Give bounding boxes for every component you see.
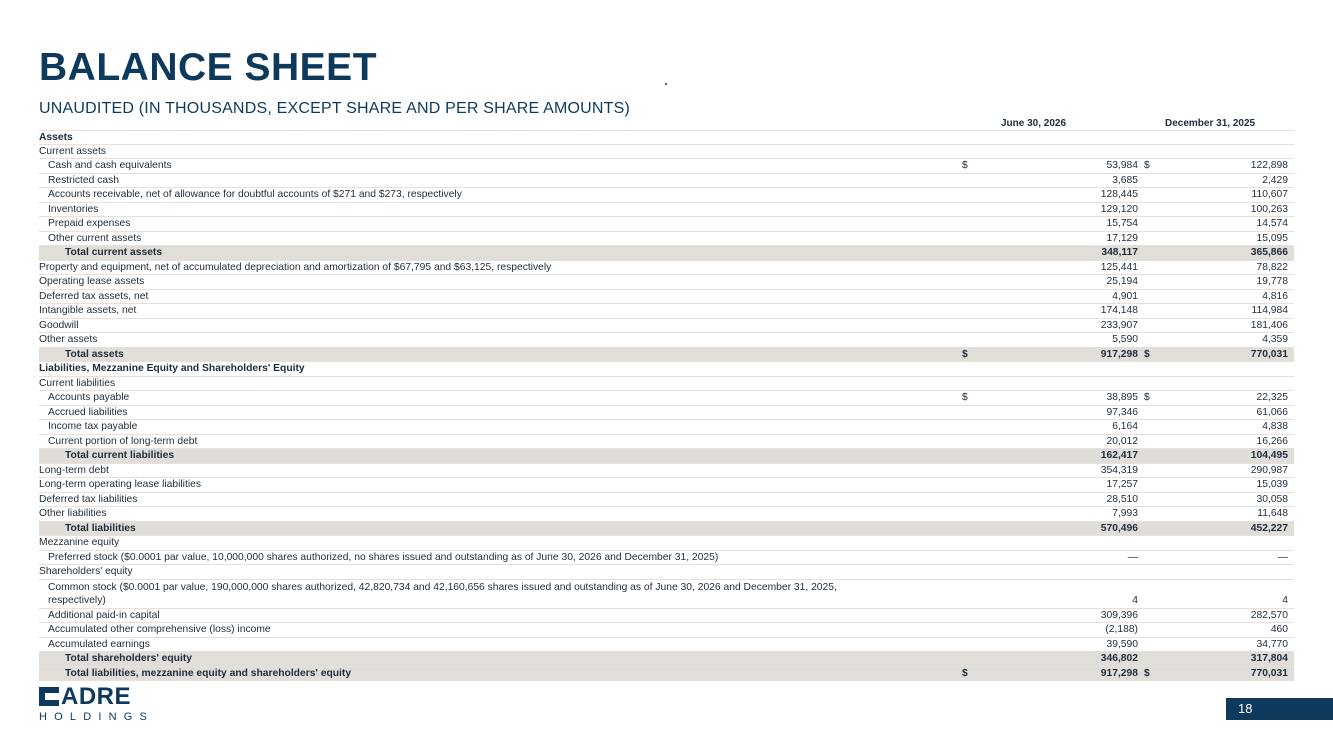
table-row [39, 188, 1294, 203]
table-row [39, 536, 1294, 551]
value-december-2025: — [1277, 551, 1288, 563]
value-june-2026: 38,895 [1106, 392, 1138, 403]
value-june-2026: 128,445 [1100, 189, 1138, 200]
value-june-2026: 309,396 [1100, 609, 1138, 621]
value-december-2025: 15,095 [1256, 232, 1288, 244]
value-june-2026: 15,754 [1106, 218, 1138, 229]
table-row [39, 232, 1294, 247]
value-december-2025: 460 [1270, 624, 1288, 635]
row-label: Deferred tax liabilities [39, 493, 138, 505]
value-june-2026: 125,441 [1100, 261, 1138, 273]
page-title: BALANCE SHEET [39, 46, 378, 89]
value-june-2026: 346,802 [1100, 653, 1138, 664]
value-december-2025: 181,406 [1250, 319, 1288, 331]
row-label: Total shareholders' equity [65, 653, 192, 664]
value-december-2025: 15,039 [1256, 479, 1288, 490]
dollar-sign-december: $ [1144, 667, 1150, 679]
table-row [39, 333, 1294, 348]
value-december-2025: 34,770 [1256, 638, 1288, 650]
value-december-2025: 104,495 [1250, 450, 1288, 461]
value-june-2026: (2,188) [1105, 624, 1138, 635]
value-june-2026: 4,901 [1112, 290, 1138, 302]
table-row [39, 580, 1294, 609]
row-label: Additional paid-in capital [48, 609, 160, 621]
value-june-2026: 53,984 [1106, 160, 1138, 171]
total-row [39, 348, 1294, 363]
row-label: Cash and cash equivalents [48, 160, 172, 171]
logo-wordmark: ADRE [61, 683, 132, 710]
value-june-2026: 570,496 [1100, 522, 1138, 534]
row-label: Current assets [39, 145, 106, 157]
value-december-2025: 290,987 [1250, 464, 1288, 476]
value-june-2026: 3,685 [1112, 174, 1138, 186]
row-label: Current liabilities [39, 377, 116, 389]
logo-subtitle: HOLDINGS [39, 711, 155, 723]
table-row [39, 261, 1294, 276]
dollar-sign-june: $ [962, 667, 968, 679]
value-december-2025: 114,984 [1251, 305, 1288, 316]
dollar-sign-december: $ [1144, 348, 1150, 360]
row-label: Assets [39, 132, 73, 143]
row-label: Accumulated other comprehensive (loss) income [48, 624, 271, 635]
value-june-2026: — [1127, 551, 1138, 563]
row-label: Long-term operating lease liabilities [39, 479, 201, 490]
value-june-2026: 129,120 [1100, 203, 1138, 215]
table-row [39, 377, 1294, 392]
value-june-2026: 6,164 [1112, 421, 1138, 432]
row-label: Prepaid expenses [48, 218, 131, 229]
row-label: Preferred stock ($0.0001 par value, 10,000,000 shares authorized, no shares issued and outstanding as of June 30, 2026 and December 31, 2025) [48, 551, 719, 563]
value-june-2026: 28,510 [1106, 493, 1138, 505]
row-label: Total current assets [65, 247, 163, 258]
value-june-2026: 39,590 [1106, 638, 1138, 650]
row-label: Goodwill [39, 319, 79, 331]
table-row [39, 638, 1294, 653]
table-row [39, 478, 1294, 493]
total-row [39, 246, 1294, 261]
table-row [39, 565, 1294, 580]
table-row [39, 609, 1294, 624]
row-label: Intangible assets, net [39, 305, 137, 316]
value-december-2025: 4,838 [1262, 421, 1288, 432]
value-june-2026: 20,012 [1106, 435, 1138, 447]
row-label: Total liabilities [65, 522, 136, 534]
balance-sheet-table [39, 130, 1294, 681]
table-row [39, 290, 1294, 305]
value-june-2026: 917,298 [1100, 667, 1138, 679]
page-subtitle: UNAUDITED (IN THOUSANDS, EXCEPT SHARE AND PER SHARE AMOUNTS) [39, 100, 631, 117]
row-label: Other assets [39, 334, 98, 345]
value-december-2025: 14,574 [1256, 218, 1288, 229]
value-june-2026: 17,129 [1106, 232, 1138, 244]
row-label: Property and equipment, net of accumulated depreciation and amortization of $67,795 and $63,125, respectively [39, 261, 552, 273]
value-december-2025: 4,359 [1262, 334, 1288, 345]
table-row [39, 464, 1294, 479]
row-label: Income tax payable [48, 421, 138, 432]
value-december-2025: 282,570 [1250, 609, 1288, 621]
value-june-2026: 25,194 [1106, 276, 1138, 287]
total-row [39, 652, 1294, 667]
column-header-december-2025: December 31, 2025 [1165, 118, 1256, 129]
table-row [39, 217, 1294, 232]
table-row [39, 435, 1294, 450]
row-label: Shareholders' equity [39, 566, 133, 577]
table-row [39, 362, 1294, 377]
value-june-2026: 174,148 [1100, 305, 1138, 316]
value-june-2026: 7,993 [1112, 508, 1138, 519]
table-row [39, 319, 1294, 334]
value-december-2025: 2,429 [1262, 174, 1288, 186]
table-row [39, 130, 1294, 145]
row-label: Total current liabilities [65, 450, 175, 461]
value-december-2025: 110,607 [1251, 189, 1288, 200]
row-label: Restricted cash [48, 174, 119, 186]
table-row [39, 304, 1294, 319]
total-row [39, 667, 1294, 682]
table-row [39, 507, 1294, 522]
row-label: Long-term debt [39, 464, 109, 476]
value-december-2025: 770,031 [1250, 667, 1288, 679]
value-december-2025: 22,325 [1256, 392, 1288, 403]
dollar-sign-december: $ [1144, 160, 1150, 171]
value-june-2026: 348,117 [1101, 247, 1138, 258]
dollar-sign-june: $ [962, 392, 968, 403]
table-row [39, 391, 1294, 406]
logo-c-mark-icon [39, 687, 59, 706]
value-december-2025: 61,066 [1256, 406, 1288, 418]
value-june-2026: 97,346 [1106, 406, 1138, 418]
row-label: Accrued liabilities [48, 406, 128, 418]
row-label: Operating lease assets [39, 276, 145, 287]
row-label: Inventories [48, 203, 99, 215]
total-row [39, 522, 1294, 537]
row-label: Common stock ($0.0001 par value, 190,000,000 shares authorized, 42,820,734 and 42,160,656 shares issued and outstanding as of June 30, 2026 and December 31, 2025, respectively) [48, 581, 837, 606]
value-december-2025: 770,031 [1250, 348, 1288, 360]
row-label: Liabilities, Mezzanine Equity and Shareholders' Equity [39, 363, 305, 374]
table-row [39, 145, 1294, 160]
row-label: Current portion of long-term debt [48, 435, 198, 447]
value-december-2025: 78,822 [1256, 261, 1288, 273]
value-december-2025: 4 [1282, 594, 1288, 606]
table-row [39, 493, 1294, 508]
page-number-bar [1226, 698, 1333, 720]
row-label: Other current assets [48, 232, 142, 244]
page-number: 18 [1238, 701, 1253, 716]
row-label: Mezzanine equity [39, 537, 120, 548]
row-label: Accounts receivable, net of allowance for doubtful accounts of $271 and $273, respectively [48, 189, 462, 200]
row-label: Accumulated earnings [48, 638, 150, 650]
value-june-2026: 5,590 [1112, 334, 1138, 345]
value-december-2025: 452,227 [1250, 522, 1288, 534]
table-row [39, 275, 1294, 290]
value-june-2026: 354,319 [1100, 464, 1138, 476]
value-december-2025: 317,804 [1250, 653, 1288, 664]
value-december-2025: 16,266 [1256, 435, 1288, 447]
column-header-june-2026: June 30, 2026 [1001, 118, 1067, 129]
dollar-sign-june: $ [962, 160, 968, 171]
value-december-2025: 100,263 [1250, 203, 1288, 215]
value-june-2026: 917,298 [1100, 348, 1138, 360]
table-row [39, 159, 1294, 174]
value-june-2026: 4 [1132, 594, 1138, 606]
value-june-2026: 233,907 [1100, 319, 1138, 331]
table-row [39, 420, 1294, 435]
value-december-2025: 19,778 [1256, 276, 1288, 287]
row-label: Deferred tax assets, net [39, 290, 149, 302]
table-row [39, 551, 1294, 566]
dollar-sign-june: $ [962, 348, 968, 360]
row-label: Total assets [65, 348, 124, 360]
decorative-dot [665, 83, 667, 85]
value-december-2025: 122,898 [1250, 160, 1288, 171]
dollar-sign-december: $ [1144, 392, 1150, 403]
value-december-2025: 4,816 [1262, 290, 1288, 302]
table-row [39, 406, 1294, 421]
value-december-2025: 365,866 [1250, 247, 1288, 258]
row-label: Total liabilities, mezzanine equity and shareholders' equity [65, 667, 352, 679]
table-row [39, 203, 1294, 218]
value-june-2026: 162,417 [1100, 450, 1138, 461]
total-row [39, 449, 1294, 464]
value-december-2025: 30,058 [1256, 493, 1288, 505]
table-row [39, 623, 1294, 638]
row-label: Other liabilities [39, 508, 107, 519]
value-december-2025: 11,648 [1257, 508, 1288, 519]
table-row [39, 174, 1294, 189]
row-label: Accounts payable [48, 392, 130, 403]
value-june-2026: 17,257 [1106, 479, 1138, 490]
